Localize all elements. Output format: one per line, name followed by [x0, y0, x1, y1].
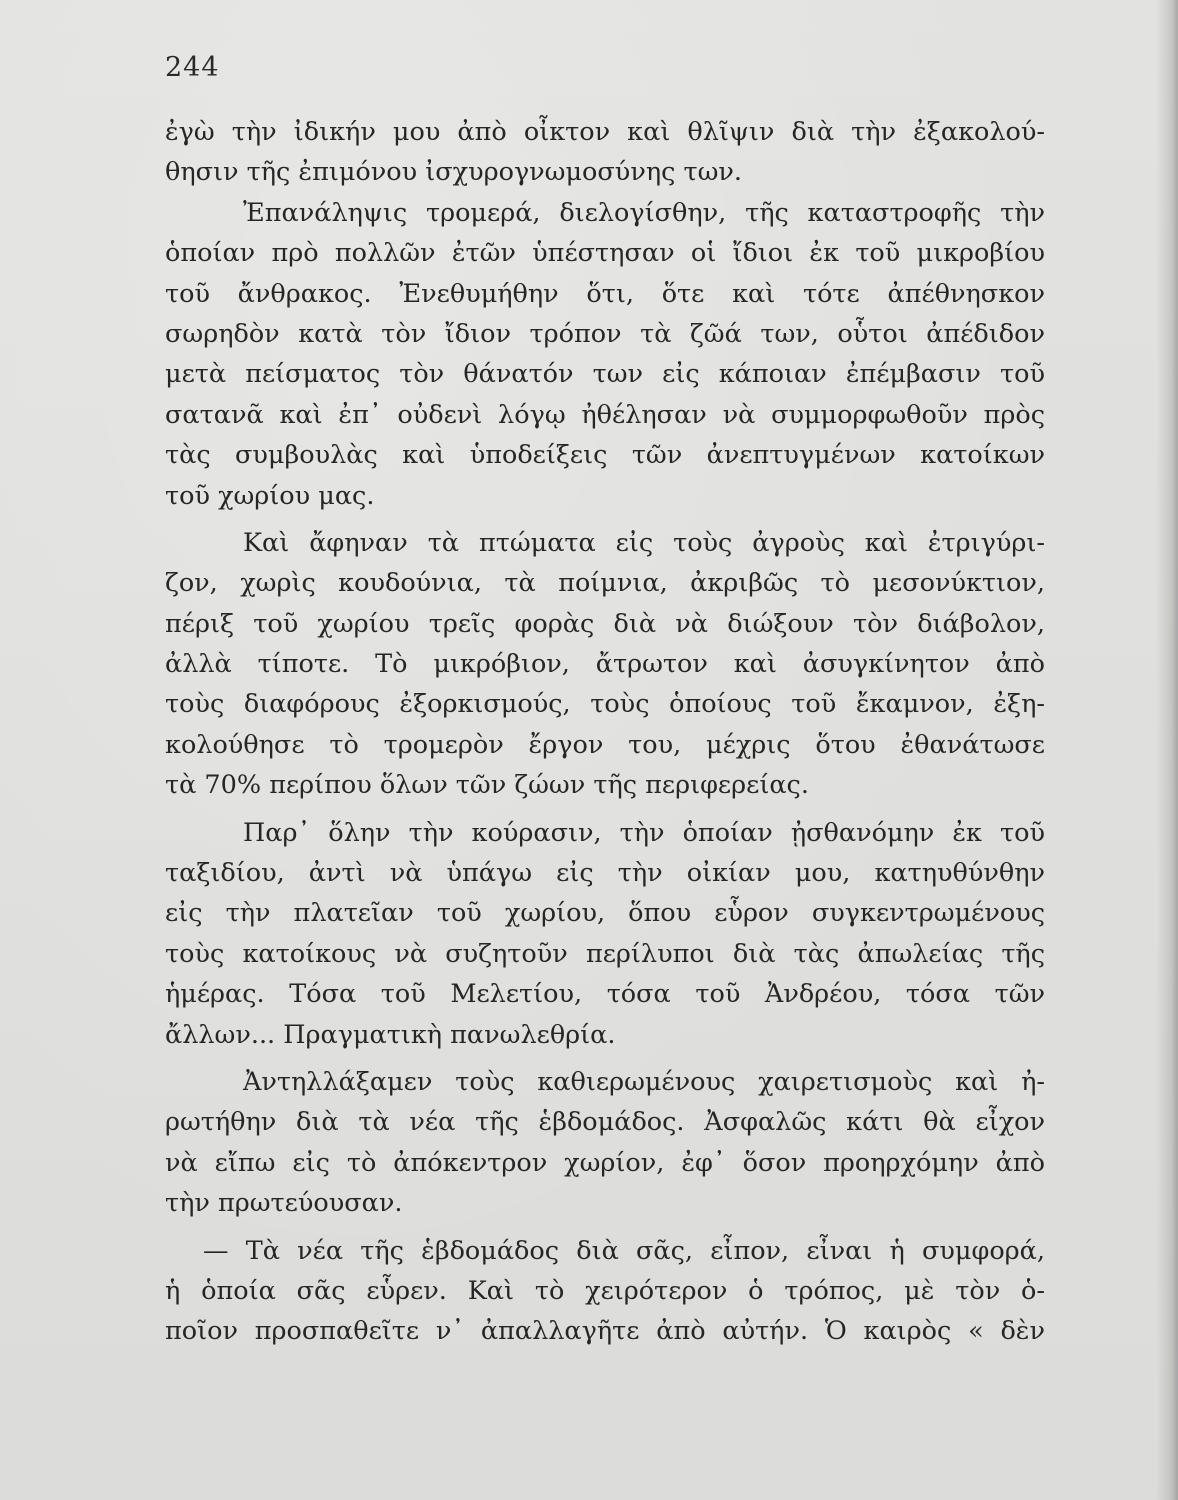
text-line: Ἀντηλλάξαμεν τοὺς καθιερωμένους χαιρετισμοὺς καὶ ἠ- [243, 1066, 1045, 1097]
text-line: τοὺς κατοίκους νὰ συζητοῦν περίλυποι διὰ τὰς ἀπωλείας τῆς [165, 938, 1045, 969]
text-line: θησιν τῆς ἐπιμόνου ἰσχυρογνωμοσύνης των. [165, 157, 742, 188]
text-line: ταξιδίου, ἀντὶ νὰ ὑπάγω εἰς τὴν οἰκίαν μου, κατηυθύνθην [165, 858, 1045, 889]
text-line: τὰ 70% περίπου ὅλων τῶν ζώων τῆς περιφερείας. [165, 770, 809, 801]
text-line: τοῦ χωρίου μας. [165, 480, 375, 511]
text-line: κολούθησε τὸ τρομερὸν ἔργον του, μέχρις ὅτου ἐθανάτωσε [165, 729, 1045, 760]
paragraph [165, 1231, 1045, 1352]
paragraph [165, 523, 1045, 806]
text-line: ποῖον προσπαθεῖτε ν᾽ ἀπαλλαγῆτε ἀπὸ αὐτήν. Ὁ καιρὸς « δὲν [165, 1316, 1045, 1347]
text-line: ἡμέρας. Τόσα τοῦ Μελετίου, τόσα τοῦ Ἀνδρέου, τόσα τῶν [165, 979, 1045, 1010]
text-line: ρωτήθην διὰ τὰ νέα τῆς ἑβδομάδος. Ἀσφαλῶς κάτι θὰ εἶχον [165, 1107, 1045, 1138]
text-line: ζον, χωρὶς κουδούνια, τὰ ποίμνια, ἀκριβῶς τὸ μεσονύκτιον, [165, 568, 1045, 599]
text-line: μετὰ πείσματος τὸν θάνατόν των εἰς κάποιαν ἐπέμβασιν τοῦ [165, 359, 1045, 390]
text-line: Παρ᾽ ὅλην τὴν κούρασιν, τὴν ὁποίαν ᾐσθανόμην ἐκ τοῦ [243, 817, 1045, 848]
text-line: τοὺς διαφόρους ἐξορκισμούς, τοὺς ὁποίους τοῦ ἔκαμνον, ἐξη- [165, 689, 1045, 720]
text-line: πέριξ τοῦ χωρίου τρεῖς φορὰς διὰ νὰ διώξουν τὸν διάβολον, [165, 608, 1045, 639]
paragraph [165, 193, 1045, 516]
text-line: ἄλλων... Πραγματικὴ πανωλεθρία. [165, 1019, 616, 1050]
text-line: — Τὰ νέα τῆς ἑβδομάδος διὰ σᾶς, εἶπον, εἶναι ἡ συμφορά, [203, 1235, 1045, 1266]
text-line: σατανᾶ καὶ ἐπ᾽ οὐδενὶ λόγῳ ἠθέλησαν νὰ συμμορφωθοῦν πρὸς [165, 399, 1045, 430]
paragraph [165, 813, 1045, 1055]
text-line: εἰς τὴν πλατεῖαν τοῦ χωρίου, ὅπου εὗρον συγκεντρωμένους [165, 898, 1045, 929]
text-line: Ἐπανάληψις τρομερά, διελογίσθην, τῆς καταστροφῆς τὴν [243, 197, 1045, 228]
text-line: σωρηδὸν κατὰ τὸν ἴδιον τρόπον τὰ ζῶά των, οὗτοι ἀπέδιδον [165, 318, 1045, 349]
text-line: νὰ εἴπω εἰς τὸ ἀπόκεντρον χωρίον, ἐφ᾽ ὅσον προηρχόμην ἀπὸ [165, 1147, 1045, 1178]
text-line: τὰς συμβουλὰς καὶ ὑποδείξεις τῶν ἀνεπτυγμένων κατοίκων [165, 440, 1045, 471]
paragraph [165, 112, 1045, 193]
text-line: τοῦ ἄνθρακος. Ἐνεθυμήθην ὅτι, ὅτε καὶ τότε ἀπέθνησκον [165, 278, 1045, 309]
page-number: 244 [165, 52, 220, 83]
paragraph [165, 1062, 1045, 1224]
text-line: τὴν πρωτεύουσαν. [165, 1188, 403, 1219]
page-edge-shadow [1156, 0, 1178, 1500]
text-line: ἡ ὁποία σᾶς εὗρεν. Καὶ τὸ χειρότερον ὁ τρόπος, μὲ τὸν ὁ- [165, 1275, 1045, 1306]
text-line: ὁποίαν πρὸ πολλῶν ἐτῶν ὑπέστησαν οἱ ἴδιοι ἐκ τοῦ μικροβίου [165, 238, 1045, 269]
text-line: ἀλλὰ τίποτε. Τὸ μικρόβιον, ἄτρωτον καὶ ἀσυγκίνητον ἀπὸ [165, 649, 1045, 680]
text-line: ἐγὼ τὴν ἰδικήν μου ἀπὸ οἶκτον καὶ θλῖψιν διὰ τὴν ἐξακολού- [165, 117, 1045, 147]
text-line: Καὶ ἄφηναν τὰ πτώματα εἰς τοὺς ἀγροὺς καὶ ἐτριγύρι- [243, 527, 1045, 558]
body-text [165, 112, 1045, 1352]
